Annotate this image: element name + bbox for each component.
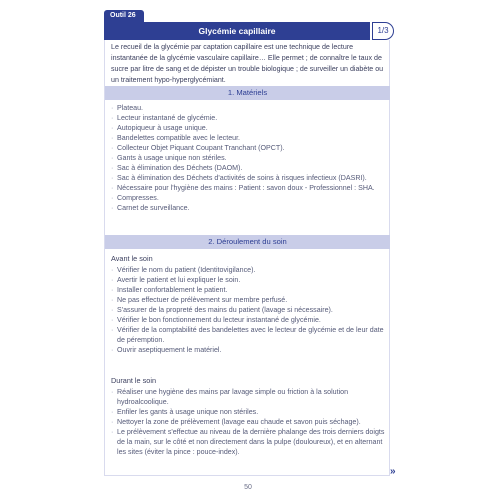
list-item: · Vérifier le nom du patient (Identitovigilance). [111, 265, 387, 275]
section-header-deroulement: 2. Déroulement du soin [105, 235, 390, 249]
list-item: · Collecteur Objet Piquant Coupant Tranchant (OPCT). [111, 143, 387, 153]
list-item: · Le prélèvement s'effectue au niveau de la dernière phalange des trois derniers doigts de la main, sur le côté et non directement dans la pulpe (douloureux), et en alternant les sites (éviter la pince : pouce-index). [111, 427, 387, 457]
next-page-arrow-icon[interactable]: » [390, 466, 396, 477]
list-item: · Bandelettes compatible avec le lecteur. [111, 133, 387, 143]
list-item: · Compresses. [111, 193, 387, 203]
content-card [104, 40, 390, 476]
page-title: Glycémie capillaire [104, 22, 370, 40]
list-item: · Sac à élimination des Déchets d'activités de soins à risques infectieux (DASRI). [111, 173, 387, 183]
list-item: · Enfiler les gants à usage unique non stériles. [111, 407, 387, 417]
list-item: · Lecteur instantané de glycémie. [111, 113, 387, 123]
list-item: · Gants à usage unique non stériles. [111, 153, 387, 163]
intro-paragraph: Le recueil de la glycémie par captation capillaire est une technique de lecture instantanée de la glycémie vasculaire capillaire… Elle permet ; de connaître le taux de sucre par litre de sang et de dépister un trouble biologique ; de surveiller un diabète ou un traitement hypo-hyperglycémiant. [111, 43, 384, 84]
avant-soin-list [111, 265, 387, 355]
list-item: · Installer confortablement le patient. [111, 285, 387, 295]
section-header-materiel: 1. Matériels [105, 86, 390, 100]
list-item: · Ouvrir aseptiquement le matériel. [111, 345, 387, 355]
sheet-page-badge: 1/3 [372, 22, 394, 40]
tool-number-tab: Outil 26 [104, 10, 144, 22]
list-item: · Avertir le patient et lui expliquer le soin. [111, 275, 387, 285]
durant-soin-list [111, 387, 387, 457]
materiel-list [111, 103, 387, 213]
subsection-title-durant: Durant le soin [111, 376, 157, 385]
list-item: · Plateau. [111, 103, 387, 113]
subsection-title-avant: Avant le soin [111, 254, 153, 263]
list-item: · Nettoyer la zone de prélèvement (lavage eau chaude et savon puis séchage). [111, 417, 387, 427]
list-item: · Vérifier de la comptabilité des bandelettes avec le lecteur de glycémie et de leur date de péremption. [111, 325, 387, 345]
list-item: · Sac à élimination des Déchets (DAOM). [111, 163, 387, 173]
list-item: · S'assurer de la propreté des mains du patient (lavage si nécessaire). [111, 305, 387, 315]
list-item: · Carnet de surveillance. [111, 203, 387, 213]
list-item: · Nécessaire pour l'hygiène des mains : Patient : savon doux - Professionnel : SHA. [111, 183, 387, 193]
page-number: 50 [244, 484, 252, 491]
list-item: · Vérifier le bon fonctionnement du lecteur instantané de glycémie. [111, 315, 387, 325]
list-item: · Réaliser une hygiène des mains par lavage simple ou friction à la solution hydroalcoolique. [111, 387, 387, 407]
list-item: · Autopiqueur à usage unique. [111, 123, 387, 133]
list-item: · Ne pas effectuer de prélèvement sur membre perfusé. [111, 295, 387, 305]
